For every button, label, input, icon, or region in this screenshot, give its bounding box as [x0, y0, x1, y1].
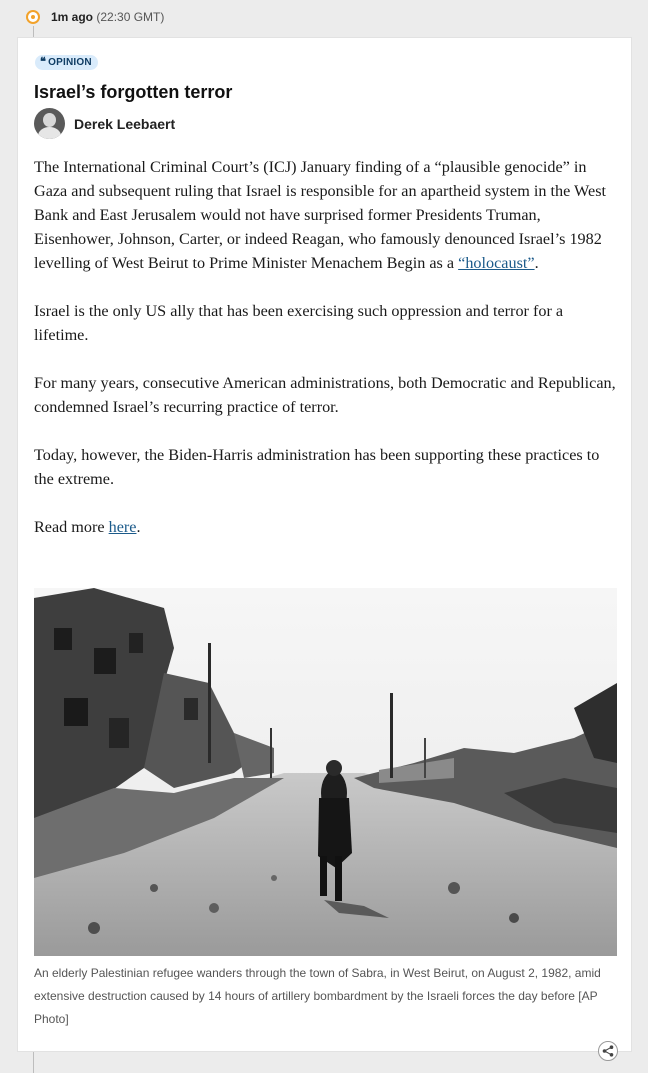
live-blog-post [17, 37, 632, 1052]
paragraph-5-end: . [136, 518, 141, 536]
destroyed-street-photo [34, 588, 617, 956]
share-button[interactable] [598, 1041, 618, 1061]
paragraph-1-end: . [534, 254, 539, 272]
paragraph-5 [34, 515, 617, 539]
post-image [34, 588, 617, 956]
opinion-badge [35, 55, 98, 70]
post-title: Israel’s forgotten terror [34, 82, 233, 102]
paragraph-3: For many years, consecutive American administrations, both Democratic and Republican, condemned Israel’s recurring practice of terror. [34, 374, 616, 416]
author-name[interactable]: Derek Leebaert [74, 115, 176, 132]
paragraph-1 [34, 155, 617, 275]
image-caption: An elderly Palestinian refugee wanders through the town of Sabra, in West Beirut, on August 2, 1982, amid extensive destruction caused by 14 hours of artillery bombardment by the Israeli forces the day before [AP Photo] [34, 966, 601, 1026]
avatar[interactable] [34, 108, 65, 139]
post-timestamp [51, 10, 164, 24]
time-ago: 1m ago [51, 10, 94, 24]
paragraph-4: Today, however, the Biden-Harris administration has been supporting these practices to the extreme. [34, 446, 600, 488]
time-gmt: (22:30 GMT) [96, 10, 165, 24]
read-more-link[interactable]: here [108, 518, 137, 536]
timeline-dot-icon [26, 10, 40, 24]
post-body [34, 155, 617, 563]
share-icon [602, 1045, 614, 1057]
paragraph-2: Israel is the only US ally that has been exercising such oppression and terror for a lifetime. [34, 302, 564, 344]
author[interactable] [34, 108, 175, 139]
badge-label: OPINION [48, 57, 92, 68]
paragraph-1-text: The International Criminal Court’s (ICJ) January finding of a “plausible genocide” in Gaza and subsequent ruling that Israel is responsible for an apartheid system in the West Bank and East Jerusalem would not have surprised former Presidents Truman, Eisenhower, Johnson, Carter, or indeed Reagan, who famously denounced Israel’s 1982 levelling of West Beirut to Prime Minister Menachem Begin as a [34, 158, 606, 272]
holocaust-link[interactable]: “holocaust” [458, 254, 535, 272]
quote-icon: ❝ [40, 56, 47, 68]
read-more-text: Read more [34, 518, 109, 536]
